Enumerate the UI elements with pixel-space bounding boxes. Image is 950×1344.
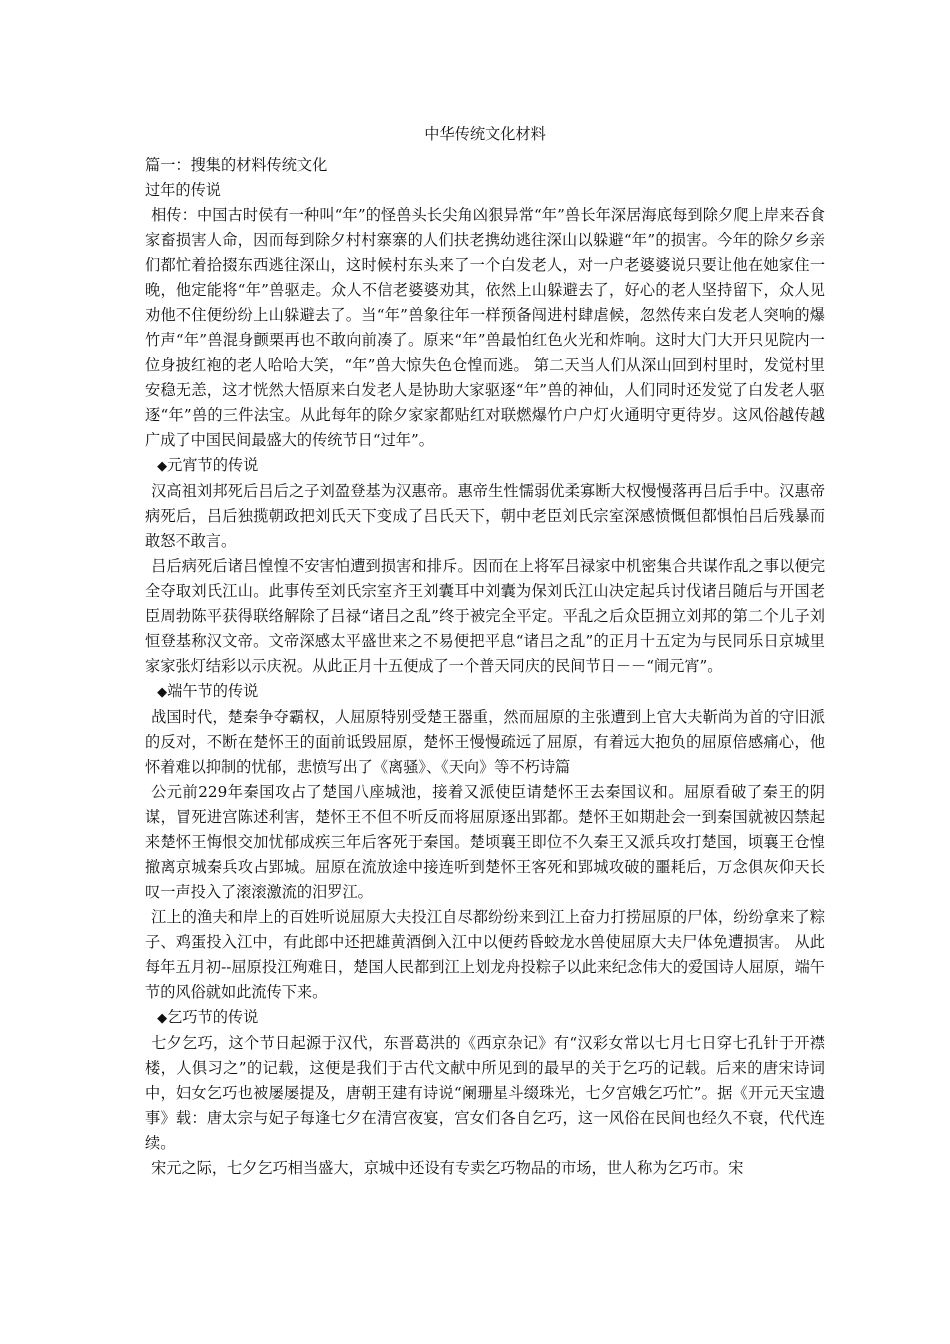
section-heading: 篇一：搜集的材料传统文化 bbox=[145, 156, 328, 174]
subsection-heading: 过年的传说 bbox=[145, 181, 221, 199]
diamond-bullet-icon: ◆ bbox=[157, 1011, 168, 1026]
paragraph-duanwu-2: 公元前229年秦国攻占了楚国八座城池，接着又派使臣请楚怀王去秦国议和。屈原看破了秦王的阴谋，冒死进宫陈述利害，楚怀王不但不听反而将屈原逐出郢都。楚怀王如期赴会一到秦国就被囚禁起来楚怀王悔恨交加忧郁成疾三年后客死于秦国。楚顷襄王即位不久秦王又派兵攻打楚国，顷襄王仓惶撤离京城秦兵攻占郢城。屈原在流放途中接连听到楚怀王客死和郢城攻破的噩耗后，万念俱灰仰天长叹一声投入了滚滚激流的汨罗江。 bbox=[145, 783, 825, 901]
heading-qiqiao bbox=[145, 1005, 825, 1031]
paragraph-yuanxiao-1: 汉高祖刘邦死后吕后之子刘盈登基为汉惠帝。惠帝生性懦弱优柔寡断大权慢慢落再吕后手中。汉惠帝病死后，吕后独揽朝政把刘氏天下变成了吕氏天下，朝中老臣刘氏宗室深感愤慨但都惧怕吕后残暴而敢怒不敢言。 bbox=[145, 482, 825, 550]
heading-qiqiao-label: 乞巧节的传说 bbox=[167, 1008, 259, 1026]
paragraph-duanwu-3: 江上的渔夫和岸上的百姓听说屈原大夫投江自尽都纷纷来到江上奋力打捞屈原的尸体，纷纷拿来了粽子、鸡蛋投入江中，有此郎中还把雄黄酒倒入江中以便药昏蛟龙水兽使屈原大夫尸体免遭损害。 从此每年五月初--屈原投江殉难日，楚国人民都到江上划龙舟投粽子以此来纪念伟大的爱国诗人屈原，端午节的风俗就如此流传下来。 bbox=[145, 908, 825, 1001]
document-title: 中华传统文化材料 bbox=[424, 125, 546, 143]
paragraph-duanwu-1: 战国时代，楚秦争夺霸权，人屈原特别受楚王器重，然而屈原的主张遭到上官大夫靳尚为首的守旧派的反对，不断在楚怀王的面前诋毁屈原，楚怀王慢慢疏远了屈原，有着远大抱负的屈原倍感痛心，他怀着难以抑制的忧郁，悲愤写出了《离骚》、《天向》等不朽诗篇 bbox=[145, 708, 825, 776]
heading-yuanxiao-label: 元宵节的传说 bbox=[167, 456, 259, 474]
diamond-bullet-icon: ◆ bbox=[157, 459, 168, 474]
document-page bbox=[145, 122, 825, 1181]
heading-duanwu-label: 端午节的传说 bbox=[167, 682, 259, 700]
heading-yuanxiao bbox=[145, 453, 825, 479]
heading-duanwu bbox=[145, 679, 825, 705]
paragraph-qiqiao-1: 七夕乞巧，这个节日起源于汉代，东晋葛洪的《西京杂记》有“汉彩女常以七月七日穿七孔针于开襟楼，人俱习之”的记载，这便是我们于古代文献中所见到的最早的关于乞巧的记载。后来的唐宋诗词中，妇女乞巧也被屡屡提及，唐朝王建有诗说“阑珊星斗缀珠光，七夕宫娥乞巧忙”。据《开元天宝遗事》载：唐太宗与妃子每逢七夕在清宫夜宴，宫女们各自乞巧，这一风俗在民间也经久不衰，代代连续。 bbox=[145, 1034, 825, 1152]
paragraph-qiqiao-2: 宋元之际，七夕乞巧相当盛大，京城中还设有专卖乞巧物品的市场，世人称为乞巧市。宋 bbox=[151, 1159, 744, 1177]
paragraph-nian-legend: 相传：中国古时侯有一种叫“年”的怪兽头长尖角凶狠异常“年”兽长年深居海底每到除夕爬上岸来吞食家畜损害人命，因而每到除夕村村寨寨的人们扶老携幼逃往深山以躲避“年”的损害。今年的除夕乡亲们都忙着拾掇东西逃往深山，这时候村东头来了一个白发老人，对一户老婆婆说只要让他在她家住一晚，他定能将“年”兽驱走。众人不信老婆婆劝其，依然上山躲避去了，好心的老人坚持留下，众人见劝他不住便纷纷上山躲避去了。当“年”兽象往年一样预备闯进村肆虐候，忽然传来白发老人突响的爆竹声“年”兽混身颤栗再也不敢向前凑了。原来“年”兽最怕红色火光和炸响。这时大门大开只见院内一位身披红袍的老人哈哈大笑，“年”兽大惊失色仓惶而逃。 第二天当人们从深山回到村里时，发觉村里安稳无恙，这才恍然大悟原来白发老人是协助大家驱逐“年”兽的神仙，人们同时还发觉了白发老人驱逐“年”兽的三件法宝。从此每年的除夕家家都贴红对联燃爆竹户户灯火通明守更待岁。这风俗越传越广成了中国民间最盛大的传统节日“过年”。 bbox=[145, 206, 825, 449]
diamond-bullet-icon: ◆ bbox=[157, 685, 168, 700]
paragraph-yuanxiao-2: 吕后病死后诸吕惶惶不安害怕遭到损害和排斥。因而在上将军吕禄家中机密集合共谋作乱之事以便完全夺取刘氏江山。此事传至刘氏宗室齐王刘囊耳中刘囊为保刘氏江山决定起兵讨伐诸吕随后与开国老臣周勃陈平获得联络解除了吕禄“诸吕之乱”终于被完全平定。平乱之后众臣拥立刘邦的第二个儿子刘恒登基称汉文帝。文帝深感太平盛世来之不易便把平息“诸吕之乱”的正月十五定为与民同乐日京城里家家张灯结彩以示庆祝。从此正月十五便成了一个普天同庆的民间节日－－“闹元宵”。 bbox=[145, 557, 825, 675]
